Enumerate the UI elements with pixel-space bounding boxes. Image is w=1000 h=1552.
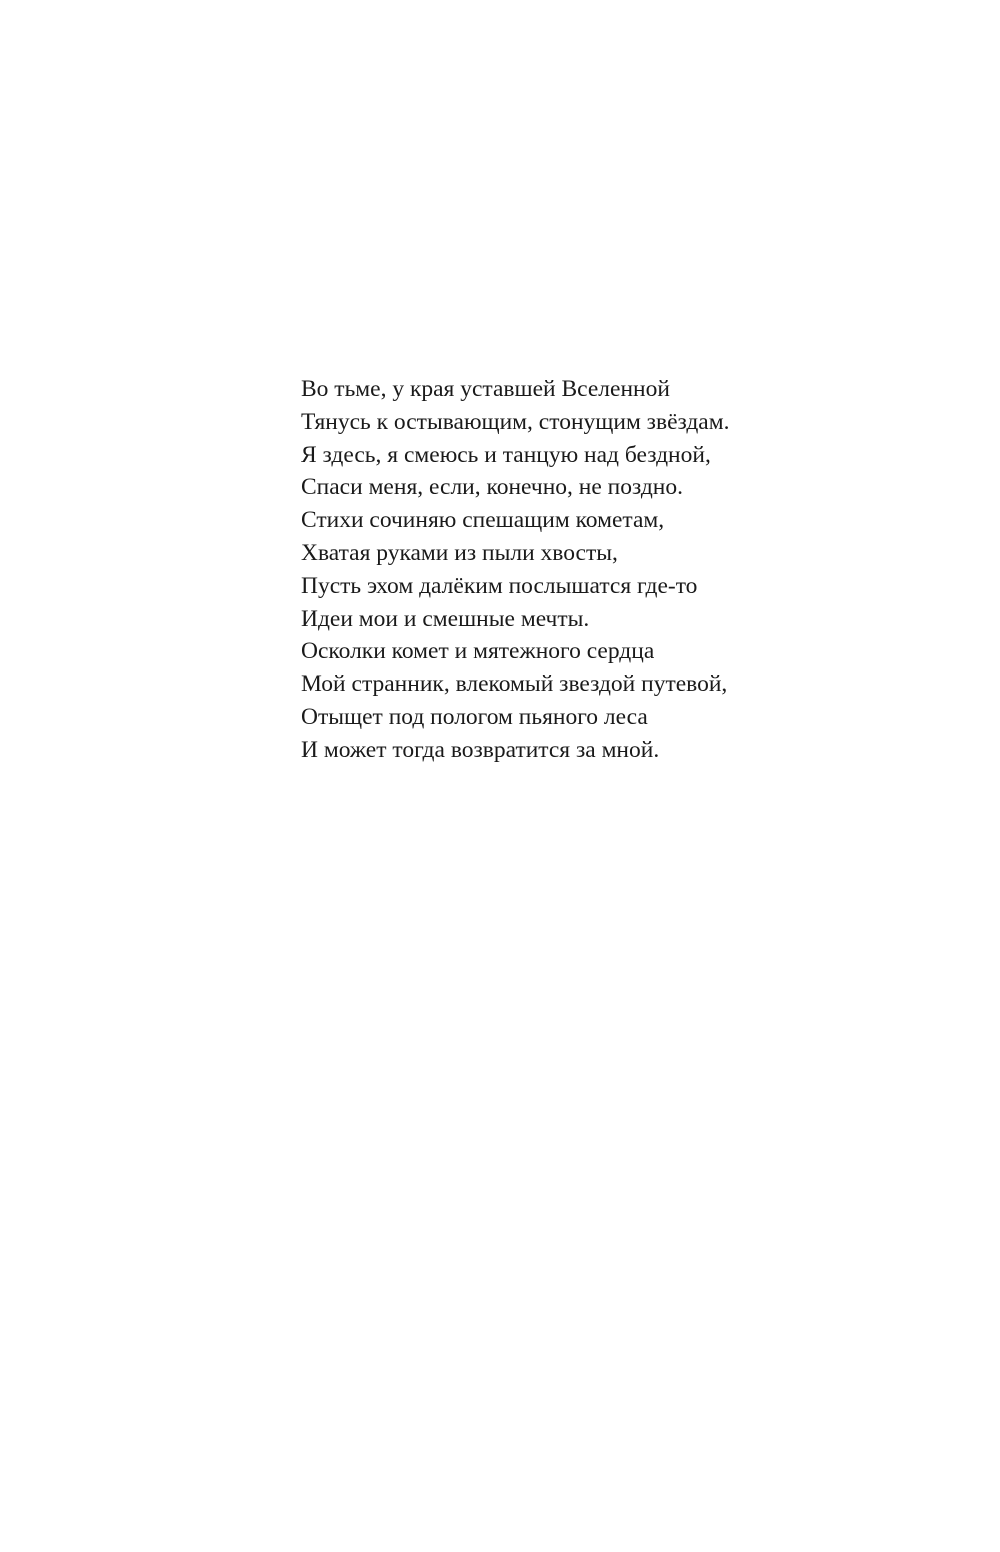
poem-line-3: Я здесь, я смеюсь и танцую над бездной, (301, 441, 711, 468)
poem-line-2: Тянусь к остывающим, стонущим звёздам. (301, 408, 730, 435)
poem-line-1: Во тьме, у края уставшей Вселенной (301, 376, 670, 402)
poem-line-10: Мой странник, влекомый звездой путевой, (301, 671, 728, 698)
poem-line-5: Стихи сочиняю спешащим кометам, (301, 507, 665, 534)
poem-line-7: Пусть эхом далёким послышатся где-то (301, 572, 698, 599)
poem-line-8: Идеи мои и смешные мечты. (301, 605, 590, 632)
poem-line-11: Отыщет под пологом пьяного леса (301, 703, 648, 730)
poem-line-4: Спаси меня, если, конечно, не поздно. (301, 474, 684, 501)
poem-line-12: И может тогда возвратится за мной. (301, 736, 660, 763)
poem-stanza (301, 373, 921, 767)
poem-line-6: Хватая руками из пыли хвосты, (301, 539, 618, 566)
poem-line-9: Осколки комет и мятежного сердца (301, 638, 655, 665)
